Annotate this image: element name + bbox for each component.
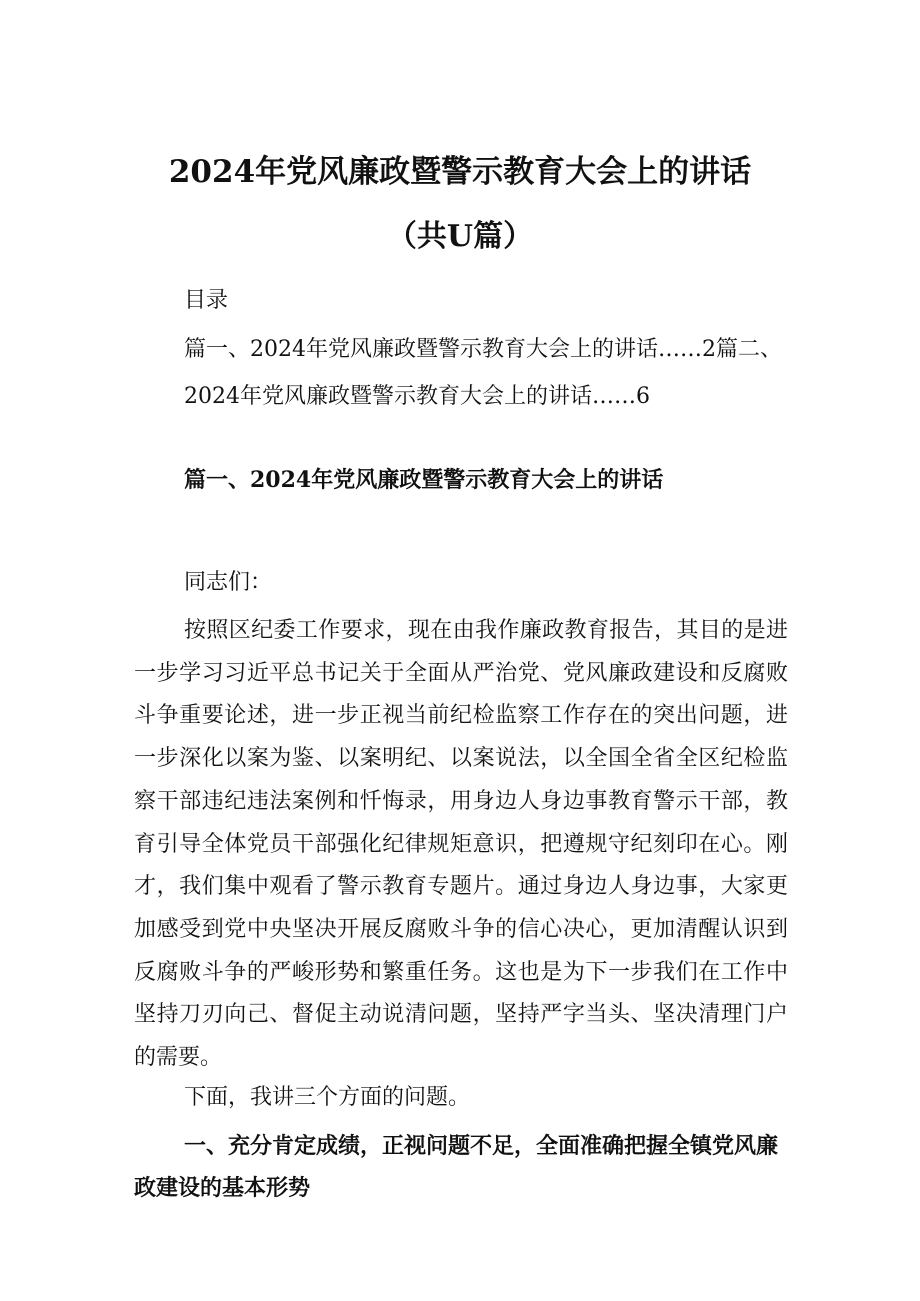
document-subtitle: （共U篇） [386, 219, 534, 254]
toc-entry-line-1: 篇一、2024年党风廉政暨警示教育大会上的讲话……2篇二、 [184, 337, 782, 362]
heading-one: 一、充分肯定成绩，正视问题不足，全面准确把握全镇党风廉政建设的基本形势 [134, 1133, 779, 1201]
section-heading: 篇一、2024年党风廉政暨警示教育大会上的讲话 [184, 467, 664, 493]
body-paragraph: 按照区纪委工作要求，现在由我作廉政教育报告，其目的是进一步学习习近平总书记关于全面从严治党、党风廉政建设和反腐败斗争重要论述，进一步正视当前纪检监察工作存在的突出问题，进一步深化以案为鉴、以案明纪、以案说法，以全国全省全区纪检监察干部违纪违法案例和忏悔录，用身边人身边事教育警示干部，教育引导全体党员干部强化纪律规矩意识，把遵规守纪刻印在心。刚才，我们集中观看了警示教育专题片。通过身边人身边事，大家更加感受到党中央坚决开展反腐败斗争的信心决心，更加清醒认识到反腐败斗争的严峻形势和繁重任务。这也是为下一步我们在工作中坚持刀刃向己、督促主动说清问题，坚持严字当头、坚决清理门户的需要。 [134, 618, 788, 1071]
document-title: 2024年党风廉政暨警示教育大会上的讲话 [168, 154, 752, 190]
salutation: 同志们： [184, 570, 273, 595]
intro-line: 下面，我讲三个方面的问题。 [184, 1085, 471, 1110]
toc-heading: 目录 [184, 288, 229, 313]
toc-entry-line-2: 2024年党风廉政暨警示教育大会上的讲话……6 [184, 384, 650, 409]
